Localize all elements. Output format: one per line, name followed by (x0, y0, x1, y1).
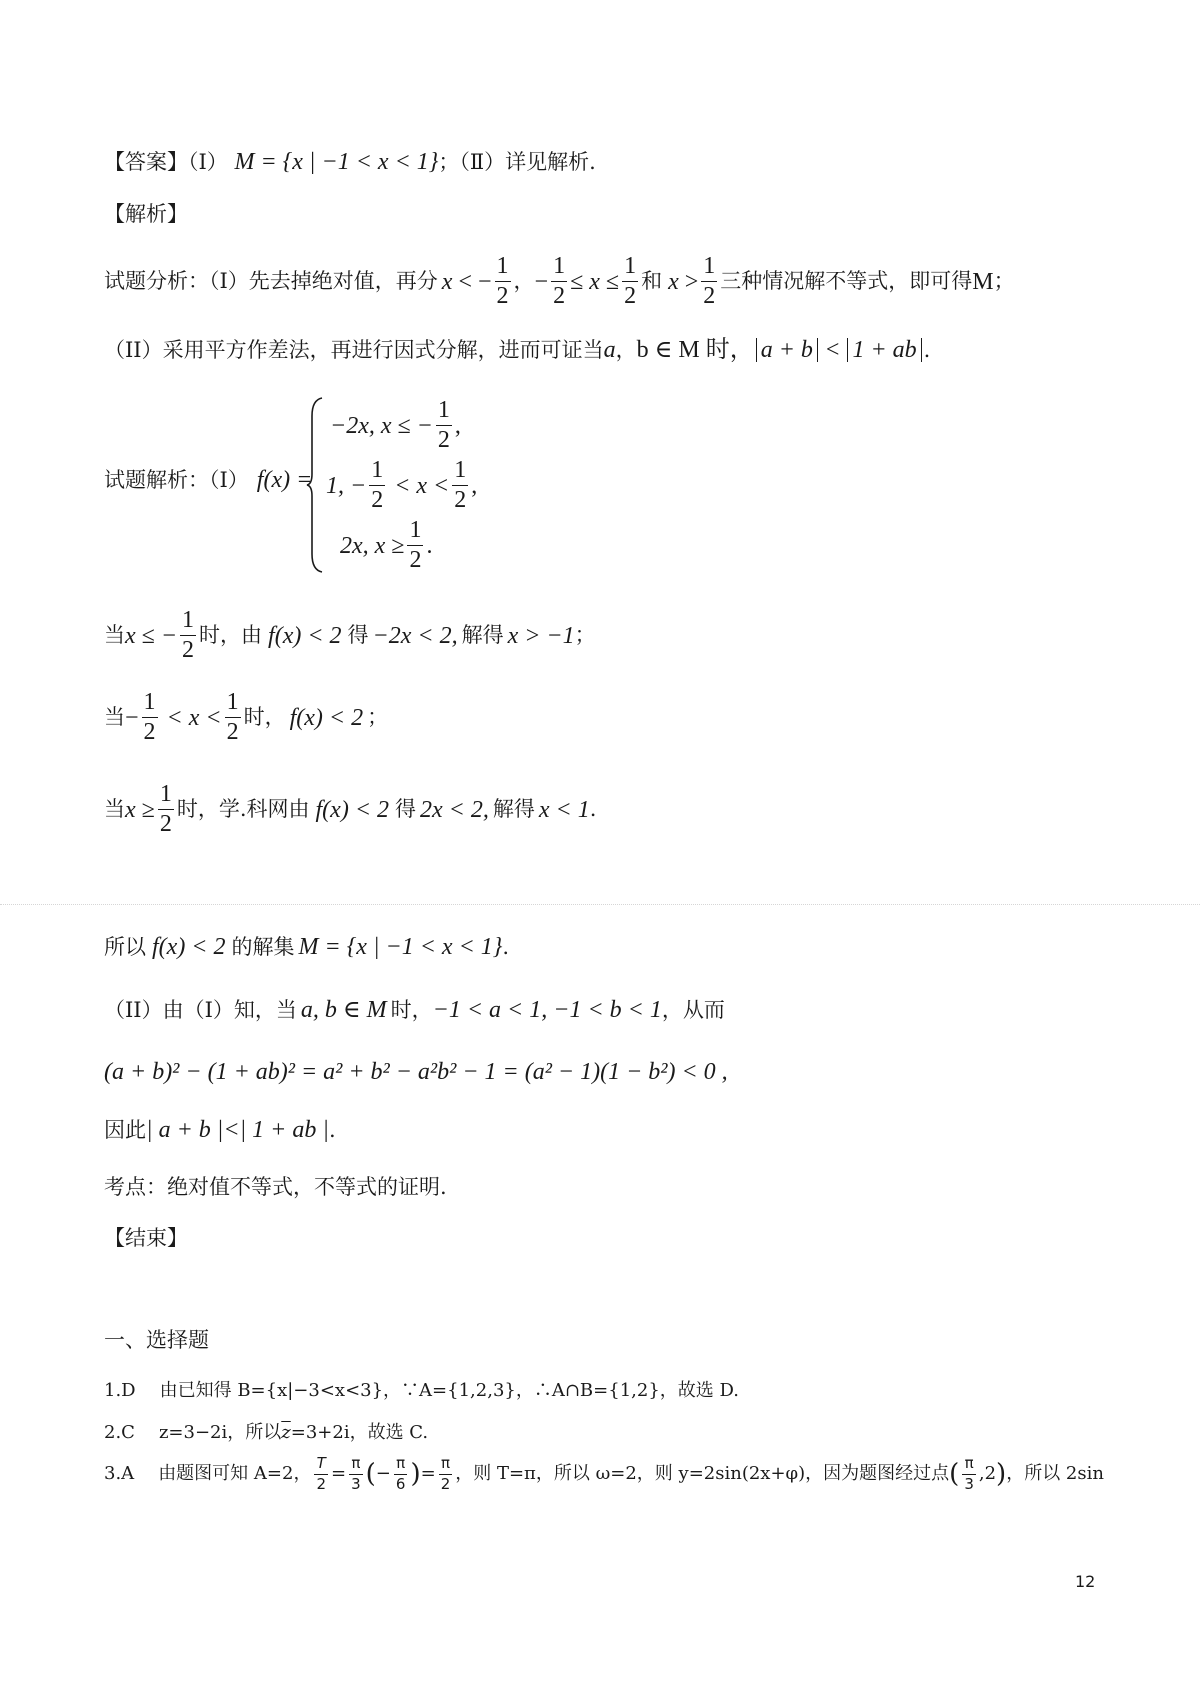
solution-line (104, 468, 312, 492)
case-2: 当 − $\frac{1}{2}$ < x < $\frac{1}{2}$ 时， f(x) < 2 ； (104, 689, 389, 746)
answer-part1: （Ⅰ） (188, 150, 228, 174)
solution-set: 所以 f(x) < 2 的解集 M = {x | −1 < x < 1}. (104, 934, 510, 960)
section-heading: 一、选择题 (104, 1328, 209, 1352)
frac-half: $\frac{1}{2}$ (553, 253, 566, 310)
end-label: 【结束】 (104, 1226, 188, 1250)
frac-half: $\frac{1}{2}$ (624, 253, 637, 310)
frac-half: $\frac{1}{2}$ (496, 253, 509, 310)
set-M: M (972, 268, 994, 295)
analysis-part2: （II）采用平方作差法，再进行因式分解，进而可证当 a ， b ∈ M 时， a + b < 1 + ab . (104, 337, 931, 363)
piecewise-brace (306, 396, 326, 574)
answer-line (104, 150, 596, 174)
mc-item-2: 2.C z=3−2i，所以$\overline{z}=3+2i$，故选 C. (104, 1422, 429, 1443)
piece-1: −2x, x ≤ − $\frac{1}{2}$ , (330, 397, 461, 454)
fx-label: f(x) = (256, 467, 313, 493)
analysis-label: 【解析】 (104, 202, 188, 226)
frac-half: $\frac{1}{2}$ (703, 253, 716, 310)
page-number: 12 (1075, 1572, 1096, 1591)
mc-item-1: 1.D 由已知得 B={x|−3<x<3}，∵A={1,2,3}，∴A∩B={1,2}，故选 D. (104, 1380, 740, 1401)
mc-item-3: 3.A 由题图可知 A=2， $\frac{T}{2}$ = $\frac{\pi}{3}$ ( − $\frac{\pi}{6}$ ) = $\frac{\pi}{2}$ ，则 T=π，所以 ω=2，则 y=2sin(2x+φ)，因为题图经过点 ( $\frac{\pi}{3}$ ,2 ) ，所以 2sin (104, 1454, 1104, 1493)
conclusion: 因此| a + b |<| 1 + ab |. (104, 1117, 336, 1143)
page-divider (0, 904, 1200, 905)
answer-set: M = {x | −1 < x < 1} (234, 149, 439, 175)
solution-prefix: 试题解析：（I） (104, 467, 249, 492)
analysis-intro-prefix: 试题分析：（I）先去掉绝对值，再分 (104, 269, 438, 294)
kaodian: 考点：绝对值不等式，不等式的证明. (104, 1175, 447, 1199)
identity: (a + b)² − (1 + ab)² = a² + b² − a²b² − 1 = (a² − 1)(1 − b²) < 0 , (104, 1059, 728, 1085)
cases-text: 三种情况解不等式，即可得 (720, 269, 973, 294)
answer-label: 【答案】 (104, 150, 188, 174)
analysis-intro: 试题分析：（I）先去掉绝对值，再分 x < − $\frac{1}{2}$ ， − $\frac{1}{2}$ ≤ x ≤ $\frac{1}{2}$ 和 x > $\frac{1}{2}$ 三种情况解不等式，即可得 M ； (104, 253, 1015, 310)
answer-sep: ； (438, 150, 460, 174)
part2-line: （II）由（I）知，当 a, b ∈ M 时，−1 < a < 1, −1 < b < 1，从而 (104, 997, 725, 1023)
answer-part2: （Ⅱ）详见解析. (459, 150, 596, 174)
piece-3: 2x, x ≥ $\frac{1}{2}$ . (340, 517, 433, 574)
case-3: 当 x ≥ $\frac{1}{2}$ 时，学.科网由 f(x) < 2 得 2x < 2, 解得 x < 1 . (104, 781, 597, 838)
piece-2: 1, − $\frac{1}{2}$ < x < $\frac{1}{2}$ , (326, 457, 478, 514)
in-M: b ∈ M 时， (636, 337, 754, 363)
analysis-part2-prefix: （II）采用平方作差法，再进行因式分解，进而可证当 (104, 337, 604, 362)
case-1: 当 x ≤ − $\frac{1}{2}$ 时，由 f(x) < 2 得 −2x < 2, 解得 x > −1 ； (104, 607, 596, 664)
